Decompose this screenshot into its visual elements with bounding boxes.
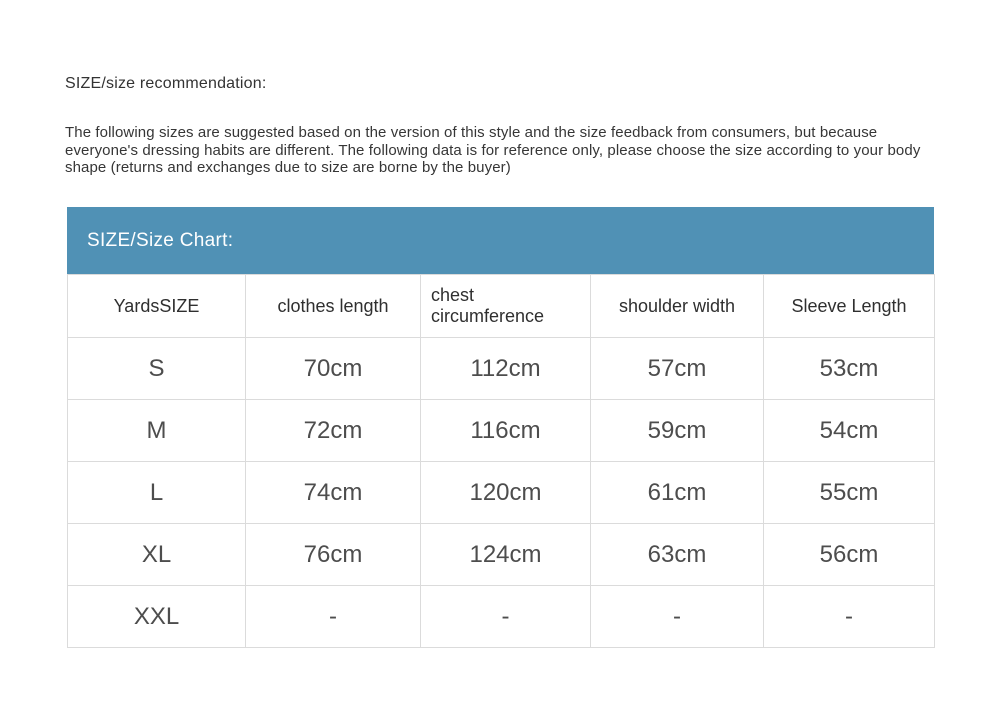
chest-circumference-cell: - — [421, 586, 591, 648]
sleeve-length-cell: 56cm — [764, 524, 935, 586]
sleeve-length-cell: 55cm — [764, 462, 935, 524]
size-cell: L — [68, 462, 246, 524]
size-row-xxl — [68, 586, 935, 648]
header-yards-size: YardsSIZE — [68, 275, 246, 338]
size-row-l — [68, 462, 935, 524]
page-title: SIZE/size recommendation: — [65, 75, 267, 92]
size-chart-table — [67, 274, 935, 648]
clothes-length-cell: - — [246, 586, 421, 648]
header-shoulder-width: shoulder width — [591, 275, 764, 338]
shoulder-width-cell: 63cm — [591, 524, 764, 586]
size-cell: S — [68, 338, 246, 400]
chest-circumference-cell: 116cm — [421, 400, 591, 462]
size-row-xl — [68, 524, 935, 586]
header-clothes-length: clothes length — [246, 275, 421, 338]
header-sleeve-length: Sleeve Length — [764, 275, 935, 338]
chest-circumference-cell: 124cm — [421, 524, 591, 586]
size-cell: XXL — [68, 586, 246, 648]
size-row-m — [68, 400, 935, 462]
size-recommendation-text: The following sizes are suggested based on the version of this style and the size feedback from consumers, but because everyone's dressing habits are different. The following data is for reference only, please choose the size according to your body shape (returns and exchanges due to size are borne by the buyer) — [65, 124, 921, 176]
clothes-length-cell: 72cm — [246, 400, 421, 462]
header-chest-circumference: chest circumference — [421, 275, 591, 338]
shoulder-width-cell: 57cm — [591, 338, 764, 400]
size-row-s — [68, 338, 935, 400]
shoulder-width-cell: - — [591, 586, 764, 648]
size-cell: XL — [68, 524, 246, 586]
size-chart-title: SIZE/Size Chart: — [87, 229, 234, 251]
chest-circumference-cell: 120cm — [421, 462, 591, 524]
clothes-length-cell: 70cm — [246, 338, 421, 400]
sleeve-length-cell: - — [764, 586, 935, 648]
size-chart-title-bar — [67, 207, 934, 274]
sleeve-length-cell: 53cm — [764, 338, 935, 400]
sleeve-length-cell: 54cm — [764, 400, 935, 462]
shoulder-width-cell: 59cm — [591, 400, 764, 462]
size-cell: M — [68, 400, 246, 462]
chest-circumference-cell: 112cm — [421, 338, 591, 400]
clothes-length-cell: 74cm — [246, 462, 421, 524]
clothes-length-cell: 76cm — [246, 524, 421, 586]
shoulder-width-cell: 61cm — [591, 462, 764, 524]
header-row — [68, 275, 935, 338]
